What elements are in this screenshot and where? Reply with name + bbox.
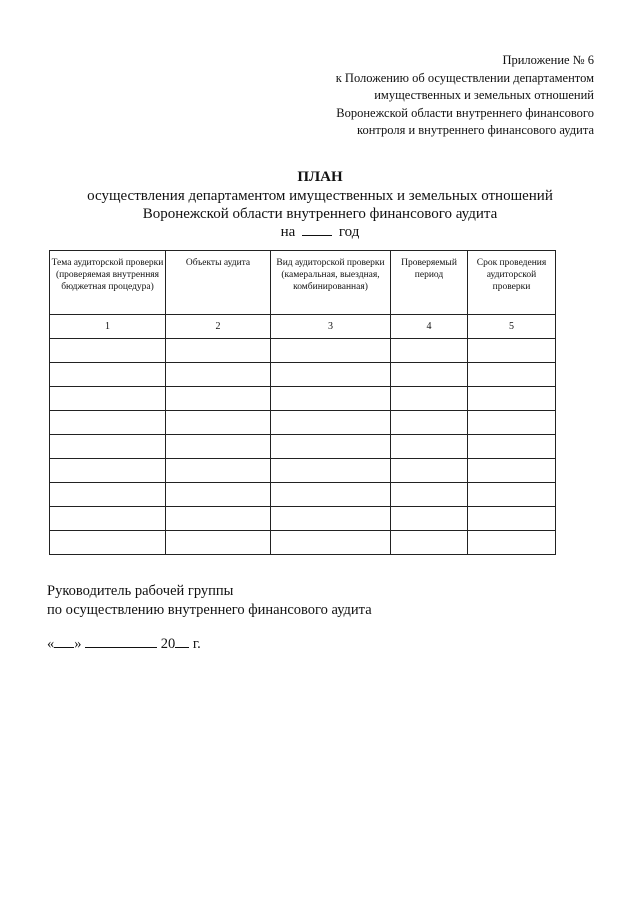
- table-cell[interactable]: [468, 459, 556, 483]
- table-cell[interactable]: [50, 387, 166, 411]
- table-cell[interactable]: [50, 363, 166, 387]
- title-year-line: [0, 223, 640, 241]
- table-row: [50, 435, 556, 459]
- day-blank[interactable]: [54, 634, 74, 648]
- table-cell[interactable]: [50, 339, 166, 363]
- date-open-quote: «: [47, 636, 55, 652]
- table-row: [50, 387, 556, 411]
- table-cell[interactable]: [468, 483, 556, 507]
- table-cell[interactable]: [271, 387, 391, 411]
- year-digits-blank[interactable]: [175, 634, 189, 648]
- header-objects: Объекты аудита: [166, 251, 271, 315]
- table-cell[interactable]: [271, 363, 391, 387]
- table-row: [50, 531, 556, 555]
- table-cell[interactable]: [166, 459, 271, 483]
- table-row: [50, 459, 556, 483]
- table-row: [50, 363, 556, 387]
- table-cell[interactable]: [391, 435, 468, 459]
- table-header-row: [50, 251, 556, 315]
- document-title: [0, 168, 640, 241]
- column-number: 2: [166, 315, 271, 339]
- date-century: 20: [160, 636, 176, 652]
- table-cell[interactable]: [50, 483, 166, 507]
- plan-table: [49, 250, 556, 555]
- date-line: [47, 634, 201, 654]
- table-row: [50, 507, 556, 531]
- table-cell[interactable]: [468, 435, 556, 459]
- table-cell[interactable]: [166, 531, 271, 555]
- table-cell[interactable]: [391, 339, 468, 363]
- table-cell[interactable]: [391, 387, 468, 411]
- table-cell[interactable]: [166, 411, 271, 435]
- table-cell[interactable]: [391, 411, 468, 435]
- appendix-line: к Положению об осуществлении департаментом: [335, 70, 594, 85]
- column-number: 4: [391, 315, 468, 339]
- table-cell[interactable]: [468, 387, 556, 411]
- table-cell[interactable]: [391, 483, 468, 507]
- table-cell[interactable]: [50, 459, 166, 483]
- appendix-note: [336, 52, 594, 140]
- table-cell[interactable]: [391, 363, 468, 387]
- year-suffix: год: [338, 224, 360, 240]
- title-main: ПЛАН: [297, 169, 343, 185]
- date-close-quote: »: [74, 636, 82, 652]
- table-row: [50, 411, 556, 435]
- title-line-2: Воронежской области внутреннего финансового аудита: [142, 206, 498, 222]
- table-cell[interactable]: [271, 411, 391, 435]
- table-cell[interactable]: [166, 339, 271, 363]
- table-cell[interactable]: [166, 435, 271, 459]
- table-cell[interactable]: [468, 531, 556, 555]
- title-line-1: осуществления департаментом имущественных и земельных отношений: [87, 188, 553, 204]
- table-cell[interactable]: [468, 507, 556, 531]
- table-cell[interactable]: [166, 507, 271, 531]
- appendix-line: имущественных и земельных отношений: [374, 88, 594, 102]
- table-cell[interactable]: [468, 363, 556, 387]
- table-cell[interactable]: [271, 435, 391, 459]
- table-cell[interactable]: [50, 411, 166, 435]
- table-cell[interactable]: [391, 459, 468, 483]
- table-cell[interactable]: [50, 507, 166, 531]
- table-cell[interactable]: [166, 363, 271, 387]
- header-topic: Тема аудиторской проверки (проверяемая внутренняя бюджетная процедура): [50, 251, 166, 315]
- year-blank: [302, 223, 332, 236]
- appendix-line: контроля и внутреннего финансового аудита: [357, 123, 594, 137]
- year-prefix: на: [280, 224, 296, 240]
- table-row: [50, 339, 556, 363]
- table-cell[interactable]: [271, 483, 391, 507]
- header-deadline: Срок проведения аудиторской проверки: [468, 251, 556, 315]
- appendix-line: Воронежской области внутреннего финансового: [336, 105, 594, 120]
- table-cell[interactable]: [391, 531, 468, 555]
- table-cell[interactable]: [271, 507, 391, 531]
- appendix-line: Приложение № 6: [502, 53, 594, 67]
- date-suffix: г.: [192, 636, 201, 652]
- table-cell[interactable]: [468, 339, 556, 363]
- table-cell[interactable]: [50, 435, 166, 459]
- month-blank[interactable]: [85, 634, 157, 648]
- column-number: 5: [468, 315, 556, 339]
- table-row: [50, 483, 556, 507]
- signature-line-2: по осуществлению внутреннего финансового аудита: [47, 602, 372, 618]
- table-cell[interactable]: [271, 531, 391, 555]
- table-cell[interactable]: [271, 459, 391, 483]
- signature-line-1: Руководитель рабочей группы: [47, 583, 234, 599]
- header-type: Вид аудиторской проверки (камеральная, выездная, комбинированная): [271, 251, 391, 315]
- table-number-row: [50, 315, 556, 339]
- column-number: 1: [50, 315, 166, 339]
- signature-block: [47, 582, 372, 620]
- table-cell[interactable]: [271, 339, 391, 363]
- header-period: Проверяемый период: [391, 251, 468, 315]
- table-cell[interactable]: [166, 387, 271, 411]
- table-cell[interactable]: [391, 507, 468, 531]
- table-cell[interactable]: [166, 483, 271, 507]
- column-number: 3: [271, 315, 391, 339]
- table-cell[interactable]: [50, 531, 166, 555]
- table-cell[interactable]: [468, 411, 556, 435]
